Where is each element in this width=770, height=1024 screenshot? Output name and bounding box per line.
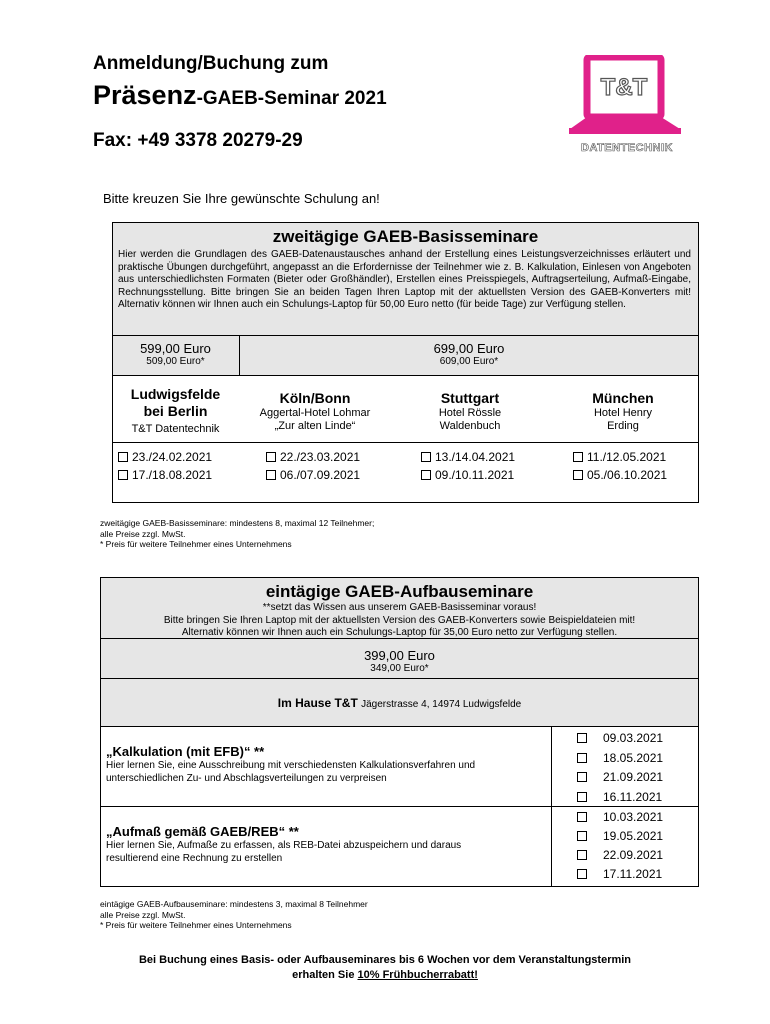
logo-subtitle: DATENTECHNIK [581, 142, 673, 154]
aufbau-line3: Alternativ können wir Ihnen auch ein Schulungs-Laptop für 35,00 Euro netto zur Verfügung stellen. [181, 627, 618, 638]
checkbox-icon[interactable] [421, 452, 431, 462]
course-kalkulation: „Kalkulation (mit EFB)“ ** Hier lernen Sie, eine Ausschreibung mit verschiedensten Kalkulationsverfahren und unterschiedlichen Zu- und Abschlagsverteilungen zu verpreisen [106, 744, 476, 784]
location-ludwigsfelde: Ludwigsfelde bei Berlin T&T Datentechnik [130, 386, 221, 435]
checkbox-icon[interactable] [266, 452, 276, 462]
date-option[interactable]: 16.11.2021 [577, 788, 663, 808]
location-koeln-bonn: Köln/Bonn Aggertal-Hotel Lohmar „Zur alten Linde“ [259, 390, 371, 432]
location-stuttgart: Stuttgart Hotel Rössle Waldenbuch [438, 390, 502, 432]
title-big: Präsenz [93, 80, 197, 110]
checkbox-icon[interactable] [118, 452, 128, 462]
basis-description: Hier werden die Grundlagen des GAEB-Datenaustausches anhand der Erstellung eines Leistungsverzeichnisses erläutert und praktische Übungen durchgeführt, angepasst an die Erfordernisse der Teilnehmer wie z. B. Kalkulation, Einlesen von Angeboten aus unterschiedlichsten Formaten (Bieter oder Großhändler), Erstellen eines Preisspiegels, Auftragserteilung, Aufmaß-Eingabe, Rechnungsstellung. Bitte bringen Sie an beiden Tagen Ihren Laptop mit der aktuellsten Version des GAEB-Konverters mit! Alternativ können wir Ihnen auch ein Schulungs-Laptop für 50,00 Euro netto (für beide Tage) zur Verfügung stellen. [118, 249, 691, 310]
date-option[interactable]: 09.03.2021 [577, 729, 663, 749]
aufbau-prereq: **setzt das Wissen aus unserem GAEB-Basisseminar voraus! [262, 602, 537, 613]
course-aufmass: „Aufmaß gemäß GAEB/REB“ ** Hier lernen Sie, Aufmaße zu erfassen, als REB-Datei abzuspeichern und daraus resultierend eine Rechnung zu erstellen [106, 824, 462, 864]
basis-title: zweitägige GAEB-Basisseminare [272, 227, 539, 246]
course-aufmass-dates [577, 808, 663, 884]
date-option[interactable]: 21.09.2021 [577, 768, 663, 788]
dates-ludwigsfelde [118, 448, 212, 484]
checkbox-icon[interactable] [577, 753, 587, 763]
course-title: „Kalkulation (mit EFB)“ ** [106, 744, 265, 759]
checkbox-icon[interactable] [577, 733, 587, 743]
checkbox-icon[interactable] [266, 470, 276, 480]
aufbau-title: eintägige GAEB-Aufbauseminare [265, 582, 534, 601]
logo-text: T&T [600, 74, 648, 101]
aufbau-venue: Im Hause T&T Jägerstrasse 4, 14974 Ludwigsfelde [277, 696, 522, 710]
date-option[interactable]: 17./18.08.2021 [118, 466, 212, 484]
aufbau-price-venue [100, 638, 699, 728]
date-option[interactable]: 18.05.2021 [577, 749, 663, 769]
date-option[interactable]: 22.09.2021 [577, 846, 663, 865]
checkbox-icon[interactable] [577, 831, 587, 841]
checkbox-icon[interactable] [577, 812, 587, 822]
date-option[interactable]: 17.11.2021 [577, 865, 663, 884]
fax-number: Fax: +49 3378 20279-29 [93, 130, 303, 151]
checkbox-icon[interactable] [573, 470, 583, 480]
dates-muenchen [573, 448, 667, 484]
date-option[interactable]: 05./06.10.2021 [573, 466, 667, 484]
dates-koeln [266, 448, 360, 484]
checkbox-icon[interactable] [421, 470, 431, 480]
date-option[interactable]: 11./12.05.2021 [573, 448, 667, 466]
aufbau-price-sub: 349,00 Euro* [370, 663, 429, 674]
date-option[interactable]: 19.05.2021 [577, 827, 663, 846]
title-line1: Anmeldung/Buchung zum [93, 53, 329, 74]
aufbau-line2: Bitte bringen Sie Ihren Laptop mit der aktuellsten Version des GAEB-Konverters sowie Beispieldateien mit! [163, 614, 636, 626]
date-option[interactable]: 10.03.2021 [577, 808, 663, 827]
date-option[interactable]: 23./24.02.2021 [118, 448, 212, 466]
tt-logo [565, 55, 689, 155]
checkbox-icon[interactable] [577, 869, 587, 879]
checkbox-icon[interactable] [577, 792, 587, 802]
checkbox-icon[interactable] [577, 772, 587, 782]
aufbau-notes: eintägige GAEB-Aufbauseminare: mindestens 3, maximal 8 Teilnehmer alle Preise zzgl. MwSt. * Preis für weitere Teilnehmer eines Unternehmens [100, 899, 368, 930]
date-option[interactable]: 13./14.04.2021 [421, 448, 515, 466]
basis-price-left: 599,00 Euro 509,00 Euro* [140, 341, 211, 367]
course-kalkulation-dates [577, 729, 663, 807]
checkbox-icon[interactable] [573, 452, 583, 462]
aufbau-header [100, 577, 699, 640]
date-option[interactable]: 22./23.03.2021 [266, 448, 360, 466]
aufbau-price-main: 399,00 Euro [364, 648, 435, 663]
checkbox-icon[interactable] [577, 850, 587, 860]
dates-stuttgart [421, 448, 515, 484]
date-option[interactable]: 09./10.11.2021 [421, 466, 515, 484]
early-booking-note: Bei Buchung eines Basis- oder Aufbauseminares bis 6 Wochen vor dem Veranstaltungstermin erhalten Sie 10% Frühbucherrabatt! [138, 954, 632, 981]
location-muenchen: München Hotel Henry Erding [592, 390, 654, 432]
discount-text: 10% Frühbucherrabatt! [357, 969, 478, 981]
course-title: „Aufmaß gemäß GAEB/REB“ ** [106, 824, 299, 839]
basis-price-right: 699,00 Euro 609,00 Euro* [433, 341, 505, 367]
date-option[interactable]: 06./07.09.2021 [266, 466, 360, 484]
title-line2 [93, 80, 387, 111]
basis-notes: zweitägige GAEB-Basisseminare: mindestens 8, maximal 12 Teilnehmer; alle Preise zzgl. MwSt. * Preis für weitere Teilnehmer eines Unternehmens [100, 518, 375, 549]
laptop-logo-icon [565, 55, 689, 155]
basis-header [112, 222, 699, 337]
instruction: Bitte kreuzen Sie Ihre gewünschte Schulung an! [103, 191, 380, 206]
title-rest: -GAEB-Seminar 2021 [196, 88, 387, 109]
checkbox-icon[interactable] [118, 470, 128, 480]
